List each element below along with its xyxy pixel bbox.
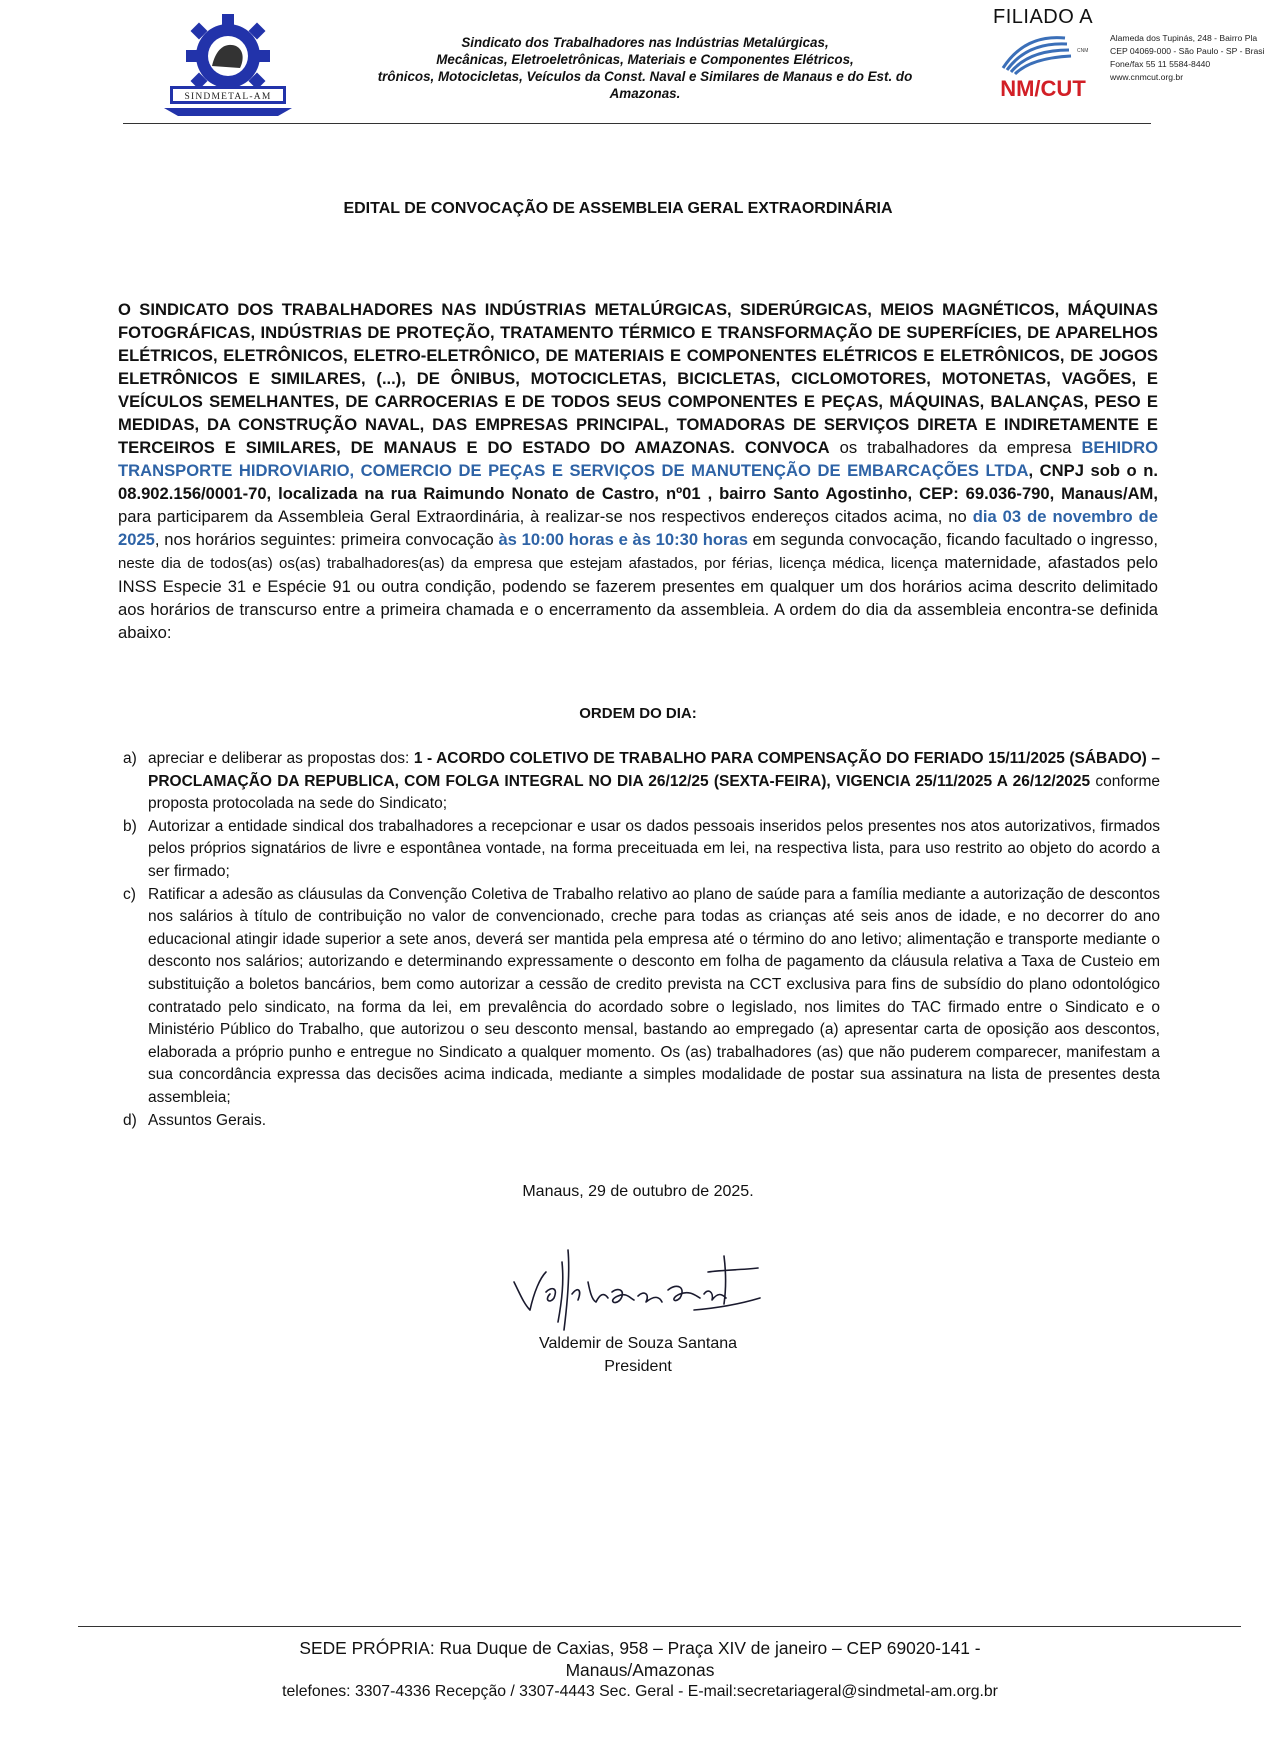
agenda-item-marker: b) [123,817,137,835]
paragraph-text: os trabalhadores da empresa [829,438,1082,457]
cnm-address [1110,32,1264,84]
sindmetal-gear-logo [160,12,296,118]
paragraph-text: maternidade, afastados pelo INSS Especie 31 e Espécie 91 ou outra condição, podendo se fazerem presentes em qualquer um dos horários acima descrito delimitado aos horários de transcurso entre a primeira chamada e o encerramento da assembleia. A ordem do dia da assembleia encontra-se definida abaixo: [118,553,1158,642]
convocation-paragraph [118,298,1158,644]
paragraph-text: para participarem da Assembleia Geral Extraordinária, à realizar-se nos respectivos endereços citados acima, no [118,507,973,526]
footer-address [240,1637,1040,1703]
cnm-address-line: Fone/fax 55 11 5584-8440 [1110,59,1211,69]
union-name [355,34,935,102]
signer-role: President [604,1358,672,1375]
agenda-item-bold-text: 1 - ACORDO COLETIVO DE TRABALHO PARA COMPENSAÇÃO DO FERIADO 15/11/2025 (SÁBADO) – PROCLAMAÇÃO DA REPUBLICA, COM FOLGA INTEGRAL NO DIA 26/12/25 (SEXTA-FEIRA), VIGENCIA 25/11/2025 A 26/12/2025 [148,750,1160,790]
union-name-line: Amazonas. [609,86,681,101]
footer-line: Manaus/Amazonas [565,1660,715,1680]
cnm-address-line: CEP 04069-000 - São Paulo - SP - Brasi [1110,46,1264,56]
union-name-line: trônicos, Motocicletas, Veículos da Const. Naval e Similares de Manaus e do Est. do [377,69,913,84]
cnm-logo-text: NM/CUT [1000,76,1086,101]
agenda-item-text: apreciar e deliberar as propostas dos: [148,750,414,767]
handwritten-signature [508,1242,768,1332]
agenda-item [118,748,1160,816]
assembly-date: dia 03 de novembro de 2025 [118,507,1158,549]
agenda-item-text: Autorizar a entidade sindical dos trabalhadores a recepcionar e usar os dados pessoais inseridos pelos presentes nos atos autorizativos, firmados pelos próprios signatários de livre e espontânea vontade, na forma preceituada em lei, na respectiva lista, para uso restrito ao objeto do acordo a ser firmado; [148,817,1160,880]
cnm-address-line: Alameda dos Tupinás, 248 - Bairro Pla [1110,33,1258,43]
assembly-times: às 10:00 horas e às 10:30 horas [498,530,748,549]
place-date: Manaus, 29 de outubro de 2025. [522,1183,754,1200]
paragraph-text-small: neste dia de todos(as) os(as) trabalhadores(as) da empresa que estejam afastados, por férias, licença médica, licença [118,555,938,572]
paragraph-text: em segunda convocação, ficando facultado o ingresso, [747,530,1158,549]
union-name-line: Sindicato dos Trabalhadores nas Indústrias Metalúrgicas, [461,35,829,50]
paragraph-text: , nos horários seguintes: primeira convocação [154,530,499,549]
agenda-item-marker: c) [123,885,136,903]
document-title: EDITAL DE CONVOCAÇÃO DE ASSEMBLEIA GERAL EXTRAORDINÁRIA [343,200,893,217]
footer-line: SEDE PRÓPRIA: Rua Duque de Caxias, 958 – Praça XIV de janeiro – CEP 69020-141 - [299,1638,981,1658]
signer-name: Valdemir de Souza Santana [538,1335,738,1352]
company-details: , CNPJ sob o n. 08.902.156/0001-70, localizada na rua Raimundo Nonato de Castro, nº01 , bairro Santo Agostinho, CEP: 69.036-790, Manaus/AM, [118,461,1158,503]
footer-contact: telefones: 3307-4336 Recepção / 3307-4443 Sec. Geral - E-mail:secretariageral@sindmetal-am.org.br [282,1683,998,1700]
logo-left-text: SINDMETAL-AM [184,92,272,102]
cnm-cut-logo [995,28,1095,100]
footer-divider [78,1626,1241,1627]
agenda-title: ORDEM DO DIA: [579,705,697,722]
agenda-item-text: conforme proposta protocolada na sede do Sindicato; [148,772,1160,813]
svg-text:CNM: CNM [1077,48,1089,54]
agenda-item-marker: a) [123,750,137,767]
union-name-line: Mecânicas, Eletroeletrônicas, Materiais e Componentes Elétricos, [436,52,854,67]
agenda-item-marker: d) [123,1111,137,1129]
agenda-item [118,816,1160,884]
union-full-name: O SINDICATO DOS TRABALHADORES NAS INDÚSTRIAS METALÚRGICAS, SIDERÚRGICAS, MEIOS MAGNÉTICOS, MÁQUINAS FOTOGRÁFICAS, INDÚSTRIAS DE PROTEÇÃO, TRATAMENTO TÉRMICO E TRANSFORMAÇÃO DE SUPERFÍCIES, DE APARELHOS ELÉTRICOS, ELETRÔNICOS, ELETRO-ELETRÔNICO, DE MATERIAIS E COMPONENTES ELÉTRICOS E ELETRÔNICOS, DE JOGOS ELETRÔNICOS E SIMILARES, (...), DE ÔNIBUS, MOTOCICLETAS, BICICLETAS, CICLOMOTORES, MOTONETAS, VAGÕES, E VEÍCULOS SEMELHANTES, DE CARROCERIAS E DE TODOS SEUS COMPONENTES E PEÇAS, MÁQUINAS, BALANÇAS, PESO E MEDIDAS, DA CONSTRUÇÃO NAVAL, DAS EMPRESAS PRINCIPAL, TOMADORAS DE SERVIÇOS DIRETA E INDIRETAMENTE E TERCEIROS E SIMILARES, DE MANAUS E DO ESTADO DO AMAZONAS. [118,300,1158,457]
cnm-address-line: www.cnmcut.org.br [1110,72,1184,82]
agenda-item [118,1110,1160,1133]
agenda-item-text: Ratificar a adesão as cláusulas da Convenção Coletiva de Trabalho relativo ao plano de saúde para a família mediante a autorização de descontos nos salários à título de contribuição no valor de convencionado, creche para todas as crianças até seis anos de idade, e no decorrer do ano educacional atingir idade superior a sete anos, deverá ser mantida pela empresa até o término do ano letivo; alimentação e transporte mediante o desconto nos salários; autorizando e determinando expressamente o desconto em folha de pagamento da cláusula relativa a Taxa de Custeio em substituição a boletos bancários, bem como autorizar a cessão de credito prevista na CCT exclusiva para fins de subsídio do plano odontológico contratado pelo sindicato, na forma da lei, em prevalência do acordado sobre o legislado, nos limites do TAC firmado entre o Sindicato e o Ministério Público do Trabalho, que autorizou o seu desconto mensal, bastando ao empregado (a) apresentar carta de oposição aos descontos, elaborada a próprio punho e entregue no Sindicato a qualquer momento. Os (as) trabalhadores (as) que não puderem comparecer, manifestam a sua concordância expressa das decisões acima indicada, mediante a simples modalidade de postar sua assinatura na lista de presentes desta assembleia; [148,885,1160,1106]
agenda-list [118,748,1160,1132]
convoca-word: CONVOCA [744,438,830,457]
company-name: BEHIDRO TRANSPORTE HIDROVIARIO, COMERCIO DE PEÇAS E SERVIÇOS DE MANUTENÇÃO DE EMBARCAÇÕES LTDA [118,438,1158,480]
agenda-item-text: Assuntos Gerais. [148,1111,267,1129]
header-divider [123,123,1151,124]
agenda-item [118,884,1160,1110]
filiado-label: FILIADO A [993,6,1094,28]
